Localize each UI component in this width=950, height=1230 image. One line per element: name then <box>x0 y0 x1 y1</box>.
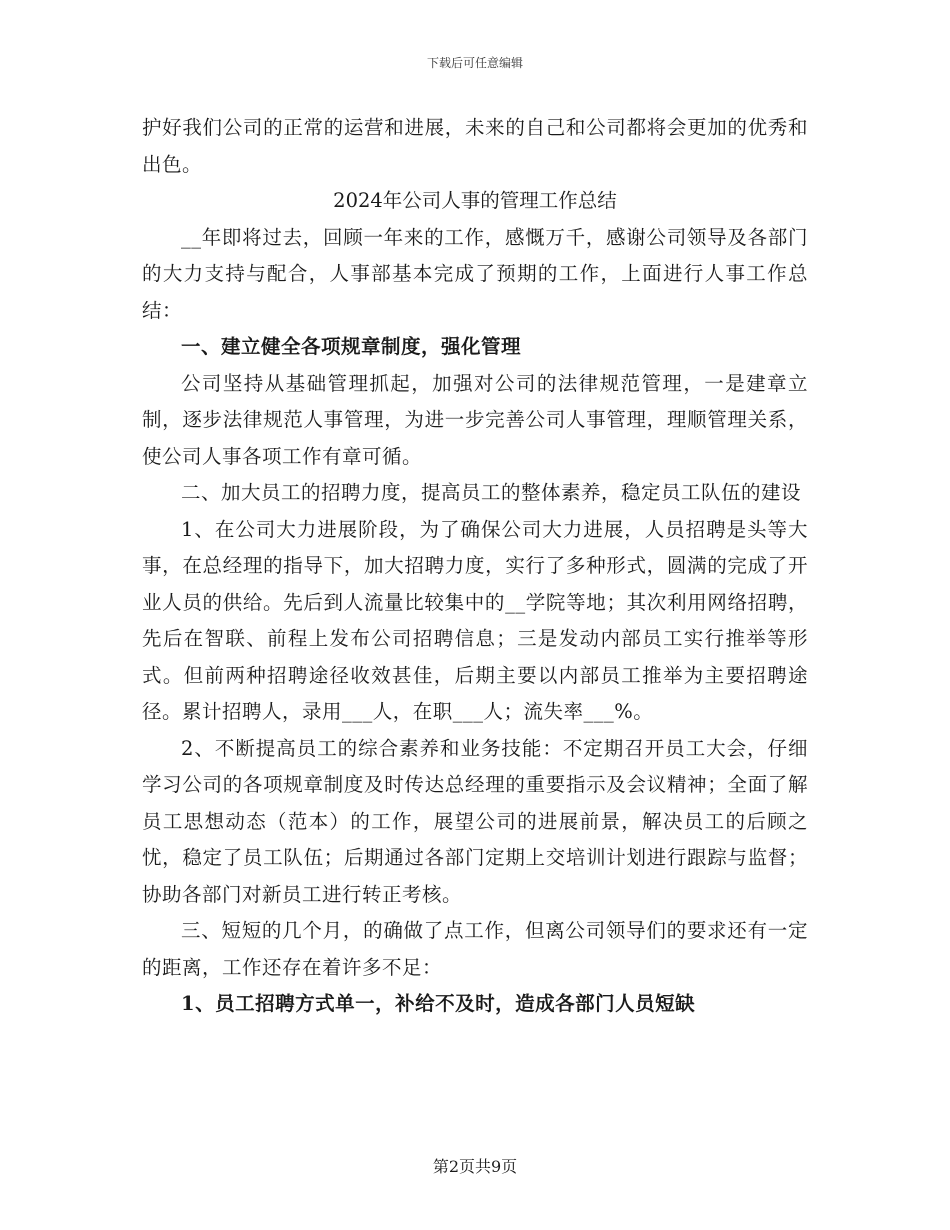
section-heading-1: 一、建立健全各项规章制度，强化管理 <box>181 335 522 358</box>
section-1-paragraph: 公司坚持从基础管理抓起，加强对公司的法律规范管理，一是建章立制，逐步法律规范人事管理，为进一步完善公司人事管理，理顺管理关系，使公司人事各项工作有章可循。 <box>142 371 808 468</box>
section-heading-2: 二、加大员工的招聘力度，提高员工的整体素养，稳定员工队伍的建设 <box>181 481 802 504</box>
section-2-item-2: 2、不断提高员工的综合素养和业务技能：不定期召开员工大会，仔细学习公司的各项规章制度及时传达总经理的重要指示及会议精神；全面了解员工思想动态（范本）的工作，展望公司的进展前景，解决员工的后顾之忧，稳定了员工队伍；后期通过各部门定期上交培训计划进行跟踪与监督；协助各部门对新员工进行转正考核。 <box>142 736 808 906</box>
section-2-item-1: 1、在公司大力进展阶段，为了确保公司大力进展，人员招聘是头等大事，在总经理的指导下，加大招聘力度，实行了多种形式，圆满的完成了开业人员的供给。先后到人流量比较集中的__学院等地；其次利用网络招聘，先后在智联、前程上发布公司招聘信息；三是发动内部员工实行推举等形式。但前两种招聘途径收效甚佳，后期主要以内部员工推举为主要招聘途径。累计招聘人，录用___人，在职___人；流失率___%。 <box>142 517 808 723</box>
page-footer-number: 第2页共9页 <box>432 1157 518 1176</box>
section-heading-3: 三、短短的几个月，的确做了点工作，但离公司领导们的要求还有一定的距离，工作还存在着许多不足： <box>142 919 808 979</box>
document-title: 2024年公司人事的管理工作总结 <box>333 189 617 212</box>
document-body <box>142 110 808 1023</box>
section-3-item-1: 1、员工招聘方式单一，补给不及时，造成各部门人员短缺 <box>181 992 696 1015</box>
page-header-note: 下载后可任意编辑 <box>426 56 523 70</box>
paragraph-continuation: 护好我们公司的正常的运营和进展，未来的自己和公司都将会更加的优秀和出色。 <box>142 116 808 176</box>
intro-paragraph: __年即将过去，回顾一年来的工作，感慨万千，感谢公司领导及各部门的大力支持与配合，人事部基本完成了预期的工作，上面进行人事工作总结： <box>142 225 808 322</box>
